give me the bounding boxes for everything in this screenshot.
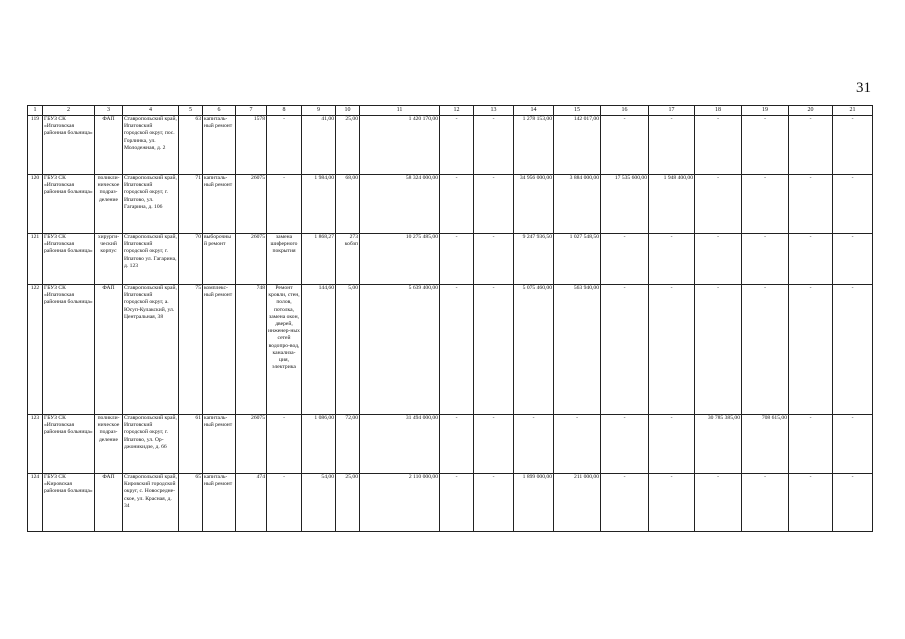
amount-cell: 1 278 153,00 [514, 116, 554, 175]
table-cell: - [695, 285, 742, 415]
table-cell: - [789, 234, 833, 285]
table-cell: 71 [179, 175, 203, 234]
table-cell: - [267, 175, 302, 234]
table-cell: - [474, 175, 514, 234]
table-cell: - [833, 415, 873, 474]
table-cell: - [440, 234, 474, 285]
table-cell: - [440, 175, 474, 234]
table-cell: 41,00 [302, 116, 336, 175]
header-cell: 2 [43, 106, 95, 116]
table-row [28, 234, 873, 285]
table-cell: - [649, 116, 695, 175]
table-cell: 144,60 [302, 285, 336, 415]
amount-cell: 708 615,00 [742, 415, 789, 474]
amount-cell: 17 535 600,00 [601, 175, 649, 234]
amount-cell: 34 956 000,00 [514, 175, 554, 234]
table-cell: - [695, 474, 742, 532]
header-cell: 14 [514, 106, 554, 116]
row-number: 124 [28, 474, 43, 532]
table-cell: - [649, 285, 695, 415]
table-row [28, 285, 873, 415]
table-cell: - [833, 234, 873, 285]
table-cell: - [601, 474, 649, 532]
amount-cell: 5 075 460,00 [514, 285, 554, 415]
table-cell: - [474, 234, 514, 285]
table-cell: 26075 [236, 175, 267, 234]
table-cell: 63 [179, 116, 203, 175]
institution-cell: ГБУЗ СК «Ипатовская районная больница» [43, 116, 95, 175]
header-cell: 17 [649, 106, 695, 116]
address-cell: Ставропольский край, Кировский городской округ, с. Новосредне-ское, ул. Красная, д. 34 [123, 474, 179, 532]
amount-cell: 563 940,00 [554, 285, 601, 415]
table-cell: - [440, 474, 474, 532]
table-cell: 1 868,27 [302, 234, 336, 285]
amount-cell: 30 785 385,00 [695, 415, 742, 474]
table-cell: - [601, 415, 649, 474]
work-type-cell: капиталь-ный ремонт [203, 474, 236, 532]
table-cell: - [474, 415, 514, 474]
header-cell: 16 [601, 106, 649, 116]
table-cell: - [742, 285, 789, 415]
table-cell: - [695, 175, 742, 234]
table-cell: 273 кобзп [336, 234, 360, 285]
table-cell: 5,00 [336, 285, 360, 415]
table-row [28, 415, 873, 474]
table-cell: - [554, 415, 601, 474]
work-type-cell: капиталь-ный ремонт [203, 175, 236, 234]
table-cell: - [789, 474, 833, 532]
institution-cell: ГБУЗ СК «Ипатовская районная больница» [43, 285, 95, 415]
table-cell: - [649, 415, 695, 474]
table-cell: - [474, 116, 514, 175]
object-type-cell: поликли-ническое подраз-деление [95, 415, 123, 474]
object-type-cell: ФАП [95, 116, 123, 175]
address-cell: Ставропольский край, Ипатовский городской округ, г. Ипатово ул. Гагарина, д. 123 [123, 234, 179, 285]
table-cell: - [695, 234, 742, 285]
table-cell: 748 [236, 285, 267, 415]
amount-cell: 1 899 000,00 [514, 474, 554, 532]
table-cell: - [267, 116, 302, 175]
amount-cell: 211 000,00 [554, 474, 601, 532]
table-cell: - [649, 234, 695, 285]
header-cell: 11 [360, 106, 440, 116]
amount-cell: 5 639 400,00 [360, 285, 440, 415]
table-cell: 25,00 [336, 474, 360, 532]
work-type-cell: капиталь-ный ремонт [203, 116, 236, 175]
table-cell: 26075 [236, 234, 267, 285]
table-cell: - [789, 175, 833, 234]
table-cell: - [742, 175, 789, 234]
header-cell: 4 [123, 106, 179, 116]
table-cell: замена шиферного покрытия [267, 234, 302, 285]
table-row [28, 175, 873, 234]
table-cell: - [474, 285, 514, 415]
amount-cell: 3 884 000,00 [554, 175, 601, 234]
table-cell: 474 [236, 474, 267, 532]
row-number: 119 [28, 116, 43, 175]
table-cell: - [742, 474, 789, 532]
table-cell: - [742, 234, 789, 285]
amount-cell: 58 324 000,00 [360, 175, 440, 234]
table-cell: - [789, 116, 833, 175]
table-cell: - [789, 415, 833, 474]
header-cell: 5 [179, 106, 203, 116]
address-cell: Ставропольский край, Ипатовский городской округ, а. Юсуп-Кулакский, ул. Центральная, 38 [123, 285, 179, 415]
address-cell: Ставропольский край, Ипатовский городской округ, пос. Горлинка, ул. Молодежная, д. 2 [123, 116, 179, 175]
table-cell: - [833, 474, 873, 532]
table-cell: - [649, 474, 695, 532]
header-cell: 21 [833, 106, 873, 116]
header-cell: 13 [474, 106, 514, 116]
amount-cell: 1 027 548,50 [554, 234, 601, 285]
table-cell: - [440, 285, 474, 415]
table-cell: - [267, 474, 302, 532]
table-row [28, 474, 873, 532]
table-cell: - [514, 415, 554, 474]
table-cell: 1 086,00 [302, 415, 336, 474]
amount-cell: 9 247 936,50 [514, 234, 554, 285]
table-cell: - [695, 116, 742, 175]
header-cell: 1 [28, 106, 43, 116]
table-cell: 65 [179, 474, 203, 532]
table-cell: - [267, 415, 302, 474]
table-cell: - [601, 234, 649, 285]
header-cell: 10 [336, 106, 360, 116]
institution-cell: ГБУЗ СК «Кировская районная больница» [43, 474, 95, 532]
header-cell: 9 [302, 106, 336, 116]
work-type-cell: выборочный ремонт [203, 234, 236, 285]
table-cell: 72,00 [336, 415, 360, 474]
table-cell: 26075 [236, 415, 267, 474]
table-cell: 1578 [236, 116, 267, 175]
header-cell: 20 [789, 106, 833, 116]
object-type-cell: ФАП [95, 474, 123, 532]
table-cell: - [833, 116, 873, 175]
table-cell: - [440, 116, 474, 175]
table-cell: 68,00 [336, 175, 360, 234]
row-number: 122 [28, 285, 43, 415]
row-number: 120 [28, 175, 43, 234]
object-type-cell: ФАП [95, 285, 123, 415]
address-cell: Ставропольский край, Ипатовский городской округ, г. Ипатово, ул. Ор-джоникидзе, д. 66 [123, 415, 179, 474]
institution-cell: ГБУЗ СК «Ипатовская районная больница» [43, 175, 95, 234]
work-type-cell: комплекс-ный ремонт [203, 285, 236, 415]
table-cell: 25,00 [336, 116, 360, 175]
object-type-cell: поликли-ническое подраз-деление [95, 175, 123, 234]
table-cell: - [742, 116, 789, 175]
table-cell: - [601, 116, 649, 175]
amount-cell: 1 948 400,00 [649, 175, 695, 234]
object-type-cell: хирурги-ческий корпус [95, 234, 123, 285]
amount-cell: 1 420 170,00 [360, 116, 440, 175]
amount-cell: 10 275 485,00 [360, 234, 440, 285]
institution-cell: ГБУЗ СК «Ипатовская районная больница» [43, 234, 95, 285]
page-number: 31 [856, 80, 871, 96]
amount-cell: 2 110 000,00 [360, 474, 440, 532]
header-cell: 19 [742, 106, 789, 116]
table-cell: - [833, 175, 873, 234]
column-number-row [28, 106, 873, 116]
row-number: 121 [28, 234, 43, 285]
table-cell: - [474, 474, 514, 532]
header-cell: 18 [695, 106, 742, 116]
table-cell: - [789, 285, 833, 415]
header-cell: 6 [203, 106, 236, 116]
table-cell: 54,00 [302, 474, 336, 532]
table-cell: - [440, 415, 474, 474]
table-cell: - [833, 285, 873, 415]
header-cell: 15 [554, 106, 601, 116]
table-cell: 75 [179, 285, 203, 415]
row-number: 123 [28, 415, 43, 474]
table-cell: 61 [179, 415, 203, 474]
table-cell: 1 984,00 [302, 175, 336, 234]
table-cell: Ремонт кровли, стен, полов, потолка, замена окон, дверей, инженер-ных сетей водопро-вод, канализа-ция, электрика [267, 285, 302, 415]
amount-cell: 31 494 000,00 [360, 415, 440, 474]
table-row [28, 116, 873, 175]
header-cell: 12 [440, 106, 474, 116]
header-cell: 3 [95, 106, 123, 116]
institution-cell: ГБУЗ СК «Ипатовская районная больница» [43, 415, 95, 474]
amount-cell: 142 017,00 [554, 116, 601, 175]
header-cell: 8 [267, 106, 302, 116]
work-type-cell: капиталь-ный ремонт [203, 415, 236, 474]
address-cell: Ставропольский край, Ипатовский городской округ, г. Ипатово, ул. Гагарина, д. 106 [123, 175, 179, 234]
document-table [27, 105, 873, 532]
header-cell: 7 [236, 106, 267, 116]
table-cell: 70 [179, 234, 203, 285]
table-cell: - [601, 285, 649, 415]
